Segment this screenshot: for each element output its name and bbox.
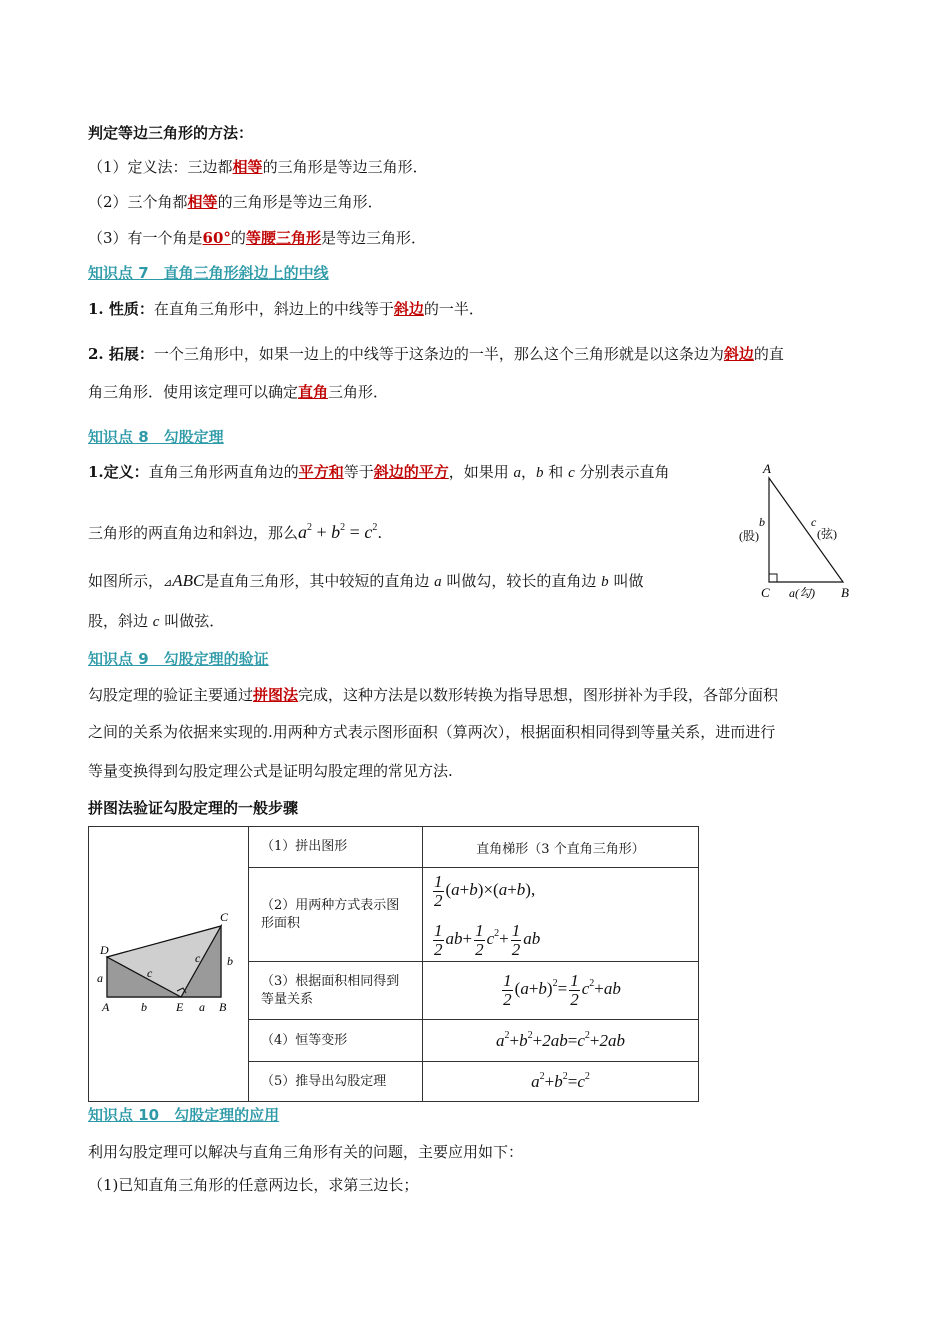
exp: 2 [562,1071,568,1082]
kp8-figure-desc-line2 [88,610,224,631]
op: = [345,522,365,542]
kp7-extension-line2 [88,381,388,402]
text: 股，斜边 [88,612,153,630]
formula-line1 [431,868,698,912]
vertex-a: A [102,1000,110,1014]
var: ab [445,929,463,948]
steps-title: 拼图法验证勾股定理的一般步骤 [88,799,299,817]
kp7-property [88,298,484,319]
var: b [516,880,526,899]
exp: 2 [552,978,558,990]
label: 1. 性质： [88,300,154,318]
text: 是直角三角形，其中较短的直角边 [204,572,435,590]
exp: 2 [307,522,313,533]
keyword: 拼图法 [253,686,299,704]
var: c [486,929,495,948]
op: × [483,880,494,899]
op: + [509,1031,520,1050]
var: b [554,1072,563,1091]
text: 如图所示， [88,572,164,590]
text: 直角三角形两直角边的 [148,463,299,481]
var: a [298,522,308,542]
step-3-label: （3）根据面积相同得到等量关系 [249,962,423,1020]
text: ， [521,463,537,481]
exp: 2 [340,522,346,533]
exp: 2 [504,1030,510,1041]
vertex-b: B [219,1000,227,1014]
keyword: 等腰三角形 [245,229,321,247]
step-2-formula [423,868,699,962]
vertex-c: C [761,585,770,600]
abc: ABC [172,571,205,590]
op: + [507,880,517,899]
op: + [462,929,473,948]
var: ab [523,929,541,948]
text: 勾股定理的验证主要通过 [88,686,254,704]
keyword: 相等 [187,193,218,211]
right-triangle-figure [735,460,865,605]
label: 2. 拓展： [88,345,154,363]
step-4-label: （4）恒等变形 [249,1020,423,1062]
text: 是等边三角形． [320,229,426,247]
criterion-2 [88,191,383,212]
vertex-d: D [100,943,109,957]
text: 叫做勾，较长的直角边 [441,572,602,590]
var: c [568,465,575,481]
keyword: 60° [202,229,231,247]
var: c [577,1072,585,1091]
side-c: c [811,515,817,529]
var: b [601,574,609,590]
fraction: $\frac{1}{2}$ [503,971,512,1009]
op: = [557,979,568,999]
step-2-label: （2）用两种方式表示图形面积 [249,868,423,962]
step-4-formula [423,1020,699,1062]
op: + [532,1031,543,1050]
side-b: b [759,515,765,529]
exp: 2 [539,1071,545,1082]
keyword: 斜边 [393,300,424,318]
text: 三角形的两直角边和斜边，那么 [88,524,299,542]
var: ab [603,979,621,999]
fraction: $\frac{1}{2}$ [475,920,484,959]
text: 角三角形．使用该定理可以确定 [88,383,299,401]
keyword: 相等 [232,158,263,176]
var: a [520,979,529,999]
exp: 2 [584,1071,590,1082]
step-1-label: （1）拼出图形 [249,827,423,868]
figure-cell [89,827,249,1102]
comma: , [530,880,536,899]
heading-kp10: 知识点 10 勾股定理的应用 [88,1106,280,1124]
heading-kp9: 知识点 9 勾股定理的验证 [88,650,269,668]
kp10-para: 利用勾股定理可以解决与直角三角形有关的问题，主要应用如下： [88,1143,524,1161]
keyword: 平方和 [298,463,344,481]
exp: 2 [527,1030,533,1041]
formula [531,1072,590,1091]
vertex-c: C [220,910,229,924]
keyword: 直角 [298,383,329,401]
label-gu: (股) [739,529,759,543]
kp7-extension [88,343,784,364]
label: 1.定义： [88,463,149,481]
fraction: $\frac{1}{2}$ [434,871,443,910]
kp8-definition-line2 [88,522,382,543]
var: 2ab [599,1031,625,1050]
kp9-para-line3: 等量变换得到勾股定理公式是证明勾股定理的常见方法. [88,762,453,780]
step-5-formula [423,1062,699,1102]
text: 在直角三角形中，斜边上的中线等于 [153,300,394,318]
op: + [594,979,604,999]
kp10-item-1: （1)已知直角三角形的任意两边长，求第三边长； [88,1176,419,1194]
text: ，如果用 [448,463,514,481]
kp9-para-line1 [88,684,778,705]
paren: ) [477,880,484,899]
fraction: $\frac{1}{2}$ [570,971,579,1009]
text: 的直 [753,345,784,363]
paren: ) [546,979,553,999]
formula [500,971,621,1009]
paren: ( [514,979,521,999]
text: 的 [230,229,246,247]
paren: ) [525,880,531,899]
text: 叫做弦． [159,612,225,630]
kp9-para-line2: 之间的关系为依据来实现的.用两种方式表示图形面积（算两次），根据面积相同得到等量关系，进而进行 [88,723,776,741]
step-5-label: （5）推导出勾股定理 [249,1062,423,1102]
side-a-left: a [97,971,103,985]
vertex-a: A [763,461,771,476]
var: a [496,1031,505,1050]
text: （2）三个角都 [88,193,188,211]
side-b-right: b [227,954,233,968]
trapezoid-figure [89,827,247,1097]
exp: 2 [372,522,378,533]
var: b [538,979,547,999]
vertex-b: B [841,585,849,600]
text: 的三角形是等边三角形． [217,193,383,211]
text: 和 [543,463,569,481]
section-title-equilateral: 判定等边三角形的方法： [88,124,254,142]
text: 叫做 [608,572,644,590]
op: + [544,1072,555,1091]
text: 一个三角形中，如果一边上的中线等于这条边的一半，那么这个三角形就是以这条边为 [153,345,724,363]
op: + [312,522,332,542]
var: a [451,880,460,899]
kp8-figure-desc [88,570,643,591]
formula-line2 [431,912,698,961]
criterion-1 [88,156,428,177]
text: . [377,524,383,542]
kp8-definition [88,461,670,482]
var: b [536,465,544,481]
var: a [434,574,442,590]
var: c [581,979,590,999]
fraction: $\frac{1}{2}$ [511,920,521,959]
var: a [498,880,508,899]
side-a-bottom: a [199,1000,205,1014]
op: = [567,1072,578,1091]
side-c-right: c [195,951,201,965]
right-angle-mark [769,574,777,582]
var: b [519,1031,528,1050]
op: + [499,929,509,948]
exp: 2 [584,1030,590,1041]
var: b [331,522,341,542]
op: = [567,1031,578,1050]
var: c [577,1031,585,1050]
text: 三角形． [328,383,389,401]
var: a [531,1072,540,1091]
formula [496,1031,625,1050]
step-3-formula [423,962,699,1020]
op: + [528,979,539,999]
paren: ( [493,880,499,899]
steps-table [88,826,699,1102]
fraction: $\frac{1}{2}$ [434,920,443,959]
text: 分别表示直角 [574,463,670,481]
side-c-middle: c [147,966,153,980]
formula [298,522,377,542]
op: + [459,880,470,899]
text: （3）有一个角是 [88,229,203,247]
heading-kp8: 知识点 8 勾股定理 [88,428,224,446]
var: c [364,522,373,542]
vertex-e: E [176,1000,184,1014]
op: + [589,1031,600,1050]
criterion-3 [88,227,426,248]
text: （1）定义法：三边都 [88,158,233,176]
var: 2ab [542,1031,568,1050]
text: 的三角形是等边三角形． [262,158,428,176]
side-a-gou: a(勾) [789,586,815,600]
exp: 2 [589,978,595,990]
side-b-bottom: b [141,1000,147,1014]
table-row [89,827,699,868]
heading-kp7: 知识点 7 直角三角形斜边上的中线 [88,264,329,282]
triangle-symbol: ⊿ [163,576,173,589]
text: 等于 [343,463,374,481]
paren: ( [445,880,452,899]
step-1-value: 直角梯形（3 个直角三角形） [423,827,699,868]
exp: 2 [494,928,500,939]
var: c [152,614,160,630]
text: 的一半． [423,300,484,318]
keyword: 斜边 [723,345,754,363]
text: 完成，这种方法是以数形转换为指导思想，图形拼补为手段，各部分面积 [298,686,779,704]
var: a [513,465,522,481]
var: b [469,880,478,899]
label-xian: (弦) [817,527,837,541]
keyword: 斜边的平方 [373,463,449,481]
